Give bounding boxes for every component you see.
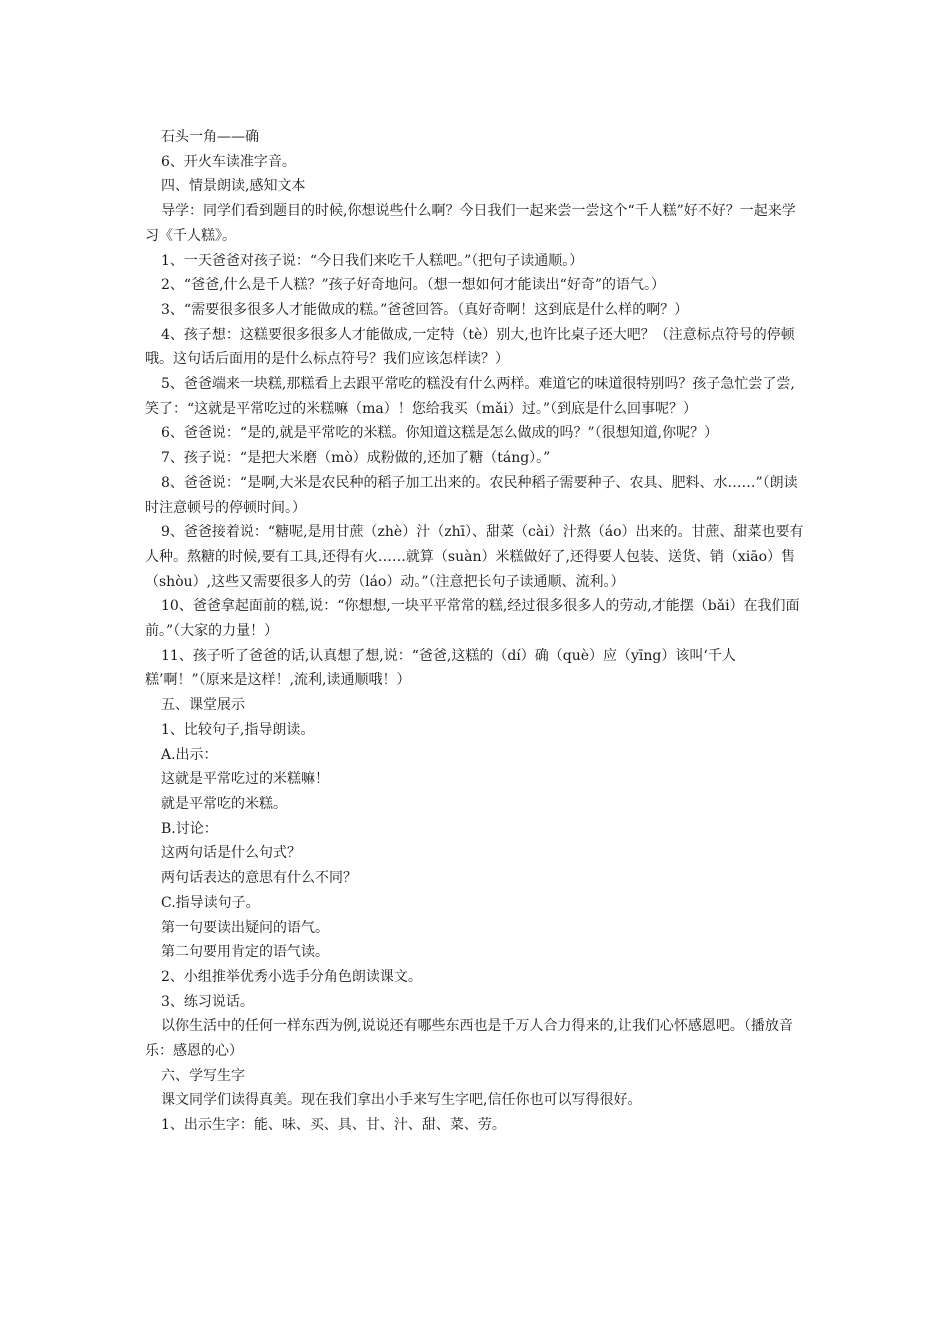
paragraph: 6、爸爸说：“是的,就是平常吃的米糕。你知道这糕是怎么做成的吗？”（很想知道,你呢？）	[161, 425, 719, 442]
text-line: 第二句要用肯定的语气读。	[161, 944, 329, 961]
section-heading: 四、情景朗读,感知文本	[161, 178, 306, 195]
text-line: 2、小组推举优秀小选手分角色朗读课文。	[161, 968, 422, 985]
paragraph: 9、爸爸接着说：“糖呢,是用甘蔗（zhè）汁（zhī）、甜菜（cài）汁熬（áo）出来的。甘蔗、甜菜也要有人种。熬糖的时候,要有工具,还得有火……就算（suàn）米糕做好了,还得要人包装、送货、销（xiāo）售（shòu）,这些又需要很多人的劳（láo）动。”（注意把长句子读通顺、流利。）	[145, 524, 804, 590]
text-line: 课文同学们读得真美。现在我们拿出小手来写生字吧,信任你也可以写得很好。	[161, 1092, 642, 1109]
text-line: 2、“爸爸,什么是千人糕？”孩子好奇地问。（想一想如何才能读出“好奇”的语气。）	[161, 277, 665, 294]
text-line: 1、比较句子,指导朗读。	[161, 721, 315, 738]
text-line: 石头一角——确	[161, 129, 259, 145]
text-line: 7、孩子说：“是把大米磨（mò）成粉做的,还加了糖（táng）。”	[161, 450, 551, 467]
paragraph: 4、孩子想：这糕要很多很多人才能做成,一定特（tè）别大,也许比桌子还大吧？（注意标点符号的停顿哦。这句话后面用的是什么标点符号？我们应该怎样读？）	[145, 326, 795, 368]
text-line: 1、出示生字：能、味、买、具、甘、汁、甜、菜、劳。	[161, 1117, 506, 1134]
paragraph: 11、孩子听了爸爸的话,认真想了想,说：“爸爸,这糕的（dí）确（què）应（yīng）该叫‘千人糕’啊！”（原来是这样！,流利,读通顺哦！）	[145, 647, 736, 689]
paragraph: 10、爸爸拿起面前的糕,说：“你想想,一块平平常常的糕,经过很多很多人的劳动,才能摆（bǎi）在我们面前。”（大家的力量！）	[145, 598, 800, 640]
text-line: 1、一天爸爸对孩子说：“今日我们来吃千人糕吧。”（把句子读通顺。）	[161, 252, 584, 269]
paragraph: 5、爸爸端来一块糕,那糕看上去跟平常吃的糕没有什么两样。难道它的味道很特别吗？孩子急忙尝了尝,笑了：“这就是平常吃过的米糕嘛（ma）！您给我买（mǎi）过。”（到底是什么回事呢？）	[145, 376, 795, 417]
paragraph: 8、爸爸说：“是啊,大米是农民种的稻子加工出来的。农民种稻子需要种子、农具、肥料、水……”（朗读时注意顿号的停顿时间。）	[145, 474, 798, 516]
paragraph: 以你生活中的任何一样东西为例,说说还有哪些东西也是千万人合力得来的,让我们心怀感恩吧。（播放音乐：感恩的心）	[145, 1018, 793, 1060]
text-line: 3、“需要很多很多人才能做成的糕。”爸爸回答。（真好奇啊！这到底是什么样的啊？）	[161, 301, 689, 318]
text-line: 就是平常吃的米糕。	[161, 795, 287, 812]
text-line: C.指导读句子。	[161, 894, 260, 911]
section-heading: 六、学写生字	[161, 1067, 245, 1084]
text-line: 两句话表达的意思有什么不同？	[161, 870, 357, 887]
text-line: 第一句要读出疑问的语气。	[161, 919, 329, 936]
text-line: A.出示：	[161, 746, 218, 763]
text-line: 这两句话是什么句式？	[161, 845, 301, 862]
text-line: 6、开火车读准字音。	[161, 153, 296, 170]
text-line: B.讨论：	[161, 820, 218, 837]
paragraph: 导学：同学们看到题目的时候,你想说些什么啊？今日我们一起来尝一尝这个“千人糕”好不好？一起来学习《千人糕》。	[145, 203, 796, 244]
section-heading: 五、课堂展示	[161, 697, 245, 714]
text-line: 3、练习说话。	[161, 993, 254, 1010]
text-line: 这就是平常吃过的米糕嘛！	[161, 771, 329, 788]
document-body	[145, 125, 805, 1138]
